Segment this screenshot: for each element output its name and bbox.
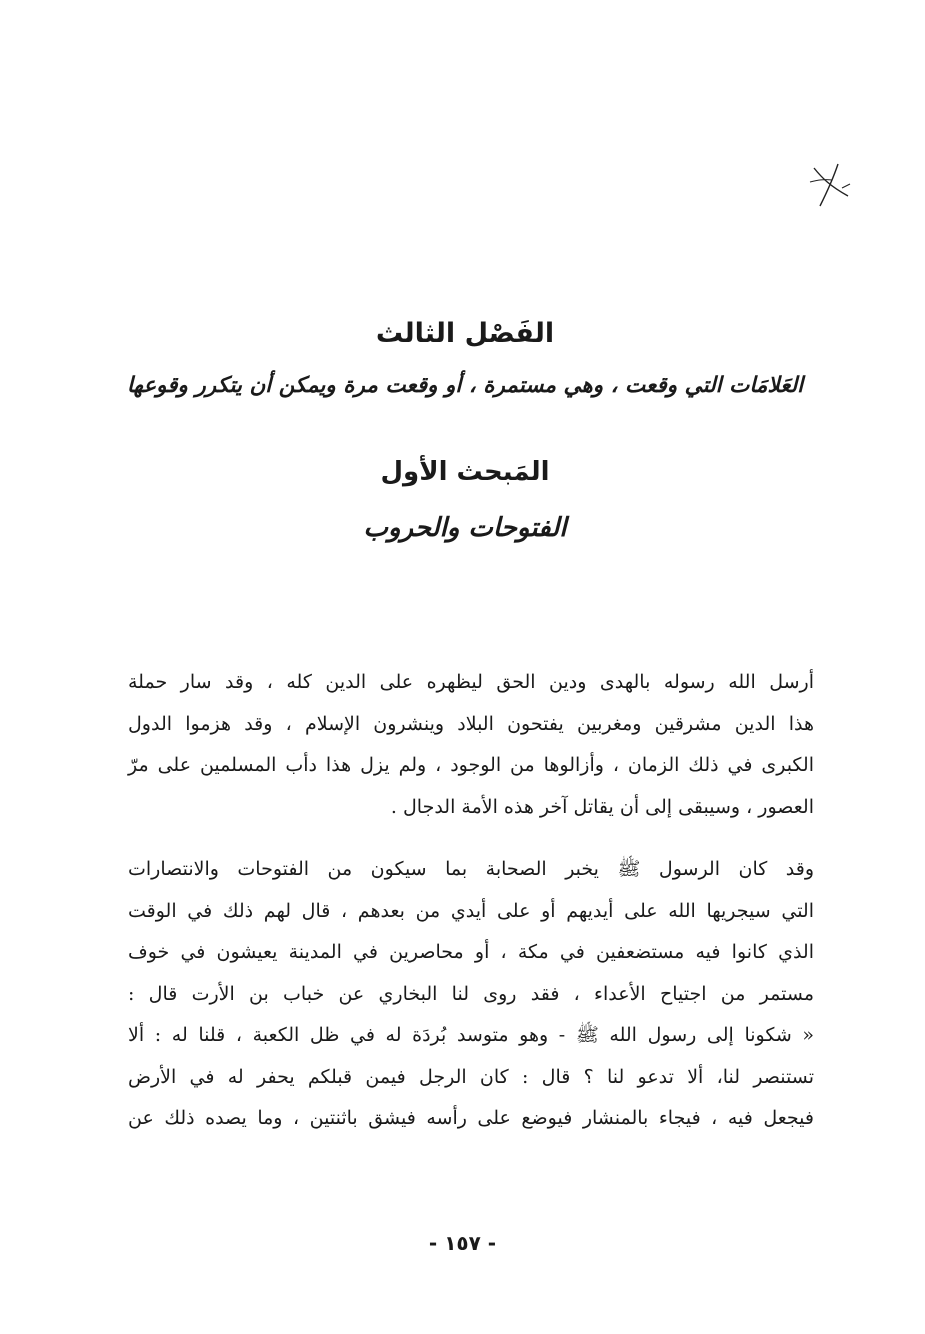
chapter-title: الفَصْل الثالث bbox=[375, 318, 555, 349]
paragraph-1 bbox=[128, 662, 814, 828]
pen-scribble-icon bbox=[808, 160, 852, 208]
section-title: المَبحث الأول bbox=[380, 457, 550, 487]
body-text bbox=[128, 662, 814, 1140]
text-line: أرسل الله رسوله بالهدى ودين الحق ليظهره على الدين كله ، وقد سار حملة bbox=[128, 671, 814, 693]
paragraph-2 bbox=[128, 849, 814, 1140]
text-line: فيجعل فيه ، فيجاء بالمنشار فيوضع على رأسه فيشق باثنتين ، وما يصده ذلك عن bbox=[128, 1107, 814, 1129]
chapter-subtitle: العَلامَات التي وقعت ، وهي مستمرة ، أو وقعت مرة ويمكن أن يتكرر وقوعها bbox=[126, 373, 804, 398]
text-line: وقد كان الرسول ﷺ يخبر الصحابة بما سيكون من الفتوحات والانتصارات bbox=[128, 858, 814, 880]
text-line: مستمر من اجتياح الأعداء ، فقد روى لنا البخاري عن خباب بن الأرت قال : bbox=[128, 982, 814, 1005]
text-line: الكبرى في ذلك الزمان ، وأزالوها من الوجود ، ولم يزل هذا دأب المسلمين على مرّ bbox=[128, 754, 814, 776]
text-line: هذا الدين مشرقين ومغربين يفتحون البلاد وينشرون الإسلام ، وقد هزموا الدول bbox=[128, 712, 814, 735]
text-line: « شكونا إلى رسول الله ﷺ - وهو متوسد بُردَة له في ظل الكعبة ، قلنا له : ألا bbox=[128, 1024, 814, 1046]
text-line: التي سيجريها الله على أيديهم أو على أيدي من بعدهم ، قال لهم ذلك في الوقت bbox=[128, 899, 814, 922]
text-line: العصور ، وسيبقى إلى أن يقاتل آخر هذه الأمة الدجال . bbox=[390, 795, 814, 818]
section-subtitle: الفتوحات والحروب bbox=[363, 513, 567, 543]
text-line: تستنصر لنا، ألا تدعو لنا ؟ قال : كان الرجل فيمن قبلكم يحفر له في الأرض bbox=[128, 1065, 814, 1088]
text-line: الذي كانوا فيه مستضعفين في مكة ، أو محاصرين في المدينة يعيشون في خوف bbox=[128, 941, 814, 963]
page-number: - ١٥٧ - bbox=[428, 1231, 497, 1255]
headings-block bbox=[120, 312, 810, 550]
